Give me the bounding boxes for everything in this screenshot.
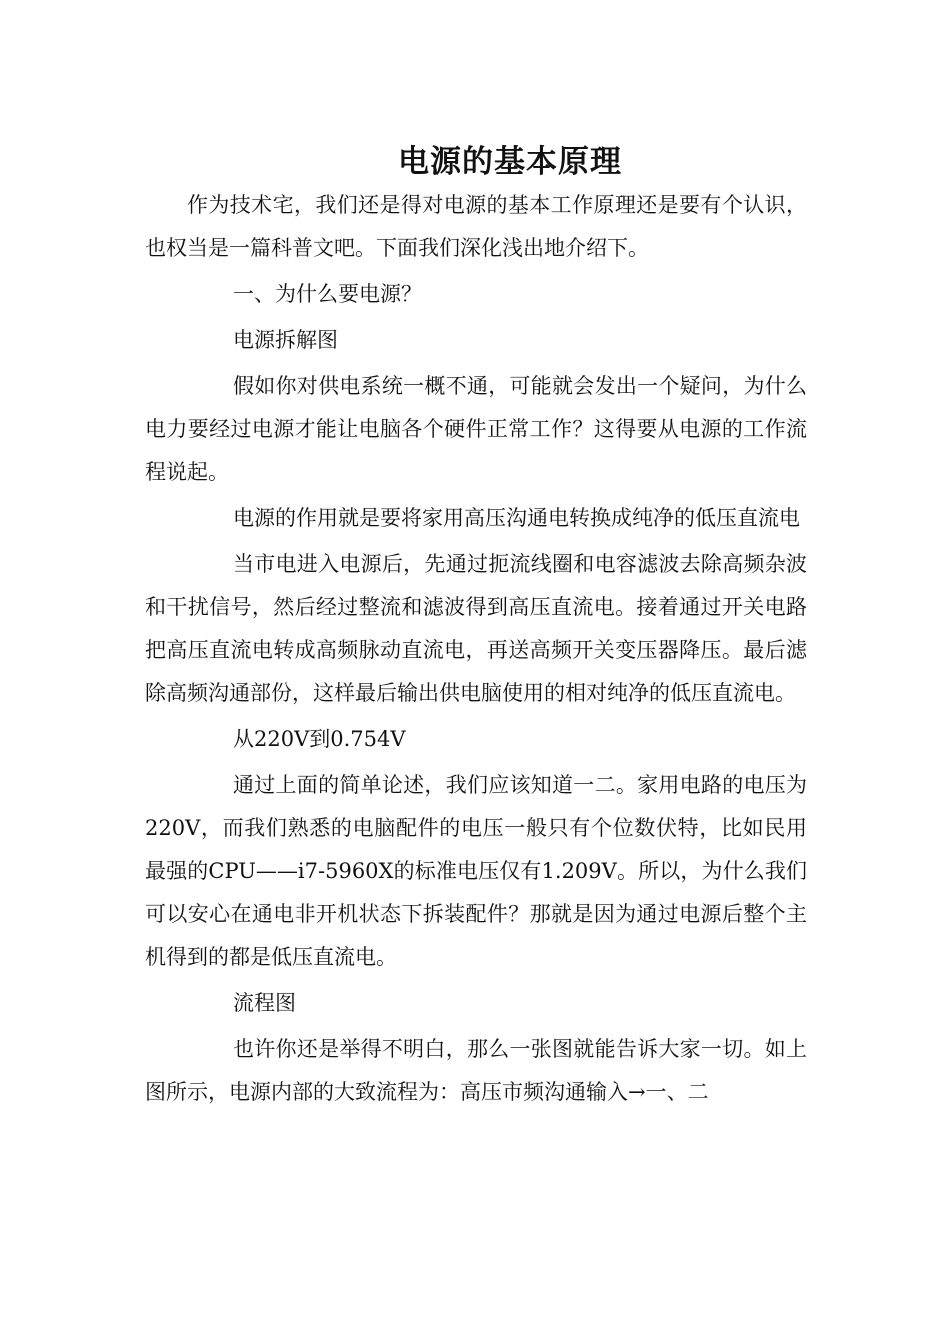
section-heading-why-power: 一、为什么要电源？ — [233, 282, 422, 306]
document-body — [145, 184, 807, 1116]
caption-teardown-image: 电源拆解图 — [233, 328, 338, 352]
paragraph-intro: 作为技术宅，我们还是得对电源的基本工作原理还是要有个认识，也权当是一篇科普文吧。下面我们深化浅出地介绍下。 — [145, 193, 807, 260]
caption-flowchart: 流程图 — [233, 991, 296, 1015]
paragraph-process: 当市电进入电源后，先通过扼流线圈和电容滤波去除高频杂波和干扰信号，然后经过整流和滤波得到高压直流电。接着通过开关电路把高压直流电转成高频脉动直流电，再送高频开关变压器降压。最后滤除高频沟通部份，这样最后输出供电脑使用的相对纯净的低压直流电。 — [145, 552, 807, 705]
caption-voltage: 从220V到0.754V — [233, 727, 406, 751]
paragraph-function: 电源的作用就是要将家用高压沟通电转换成纯净的低压直流电 — [233, 506, 800, 530]
paragraph-flow-summary: 也许你还是举得不明白，那么一张图就能告诉大家一切。如上图所示，电源内部的大致流程为：高压市频沟通输入→一、二 — [145, 1037, 807, 1104]
document-title: 电源的基本原理 — [398, 143, 622, 180]
paragraph-voltage-detail: 通过上面的简单论述，我们应该知道一二。家用电路的电压为220V，而我们熟悉的电脑配件的电压一般只有个位数伏特，比如民用最强的CPU——i7-5960X的标准电压仅有1.209V。所以，为什么我们可以安心在通电非开机状态下拆装配件？那就是因为通过电源后整个主机得到的都是低压直流电。 — [145, 773, 807, 969]
paragraph-question: 假如你对供电系统一概不通，可能就会发出一个疑问，为什么电力要经过电源才能让电脑各个硬件正常工作？这得要从电源的工作流程说起。 — [145, 374, 807, 484]
